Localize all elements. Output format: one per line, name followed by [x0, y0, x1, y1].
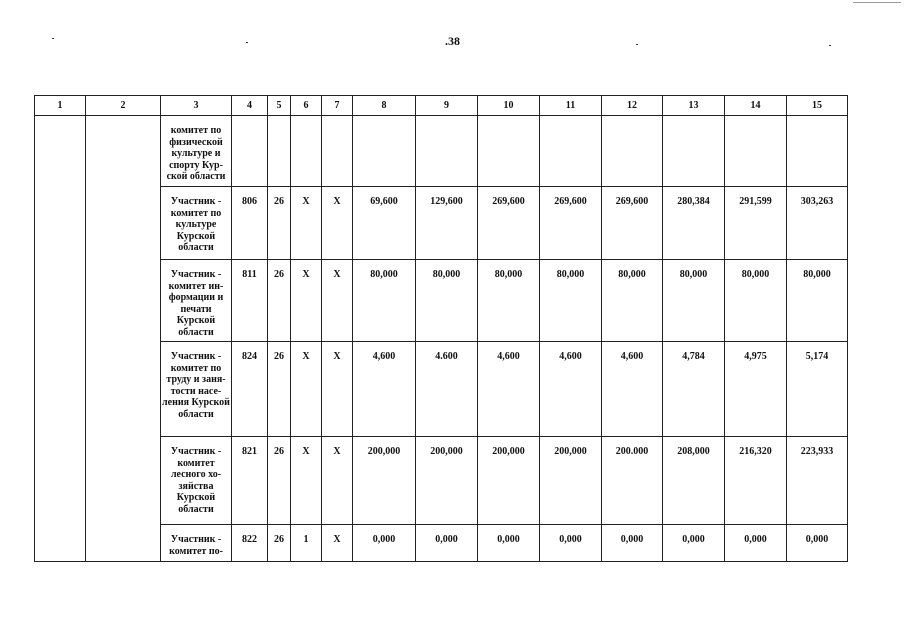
column-header: 10: [478, 96, 540, 116]
value-cell: 4,600: [540, 342, 602, 437]
code-cell: 26: [268, 260, 291, 342]
table-cell: [540, 116, 602, 187]
code-cell: 26: [268, 437, 291, 525]
value-cell: 0,000: [663, 525, 725, 562]
code-cell: X: [291, 187, 322, 260]
table-row: [35, 116, 848, 187]
value-cell: 208,000: [663, 437, 725, 525]
code-cell: 26: [268, 525, 291, 562]
column-header: 5: [268, 96, 291, 116]
value-cell: 269,600: [478, 187, 540, 260]
value-cell: 303,263: [787, 187, 848, 260]
header-row: [35, 96, 848, 116]
page-number: .38: [445, 34, 460, 48]
value-cell: 80,000: [663, 260, 725, 342]
participant-cell: комитет по физической культуре и спорту Кур-ской области: [161, 116, 232, 187]
code-cell: 822: [232, 525, 268, 562]
value-cell: 129,600: [416, 187, 478, 260]
code-cell: X: [322, 525, 353, 562]
value-cell: 80,000: [725, 260, 787, 342]
code-cell: X: [291, 260, 322, 342]
value-cell: 80,000: [478, 260, 540, 342]
participant-cell: Участник - комитет по культуре Курской области: [161, 187, 232, 260]
value-cell: 4,975: [725, 342, 787, 437]
merged-cell-col1: [35, 116, 86, 562]
value-cell: 69,600: [353, 187, 416, 260]
value-cell: 200.000: [602, 437, 663, 525]
column-header: 7: [322, 96, 353, 116]
table-cell: [291, 116, 322, 187]
value-cell: 269,600: [602, 187, 663, 260]
value-cell: 223,933: [787, 437, 848, 525]
merged-cell-col2: [86, 116, 161, 562]
value-cell: 80,000: [787, 260, 848, 342]
code-cell: 1: [291, 525, 322, 562]
column-header: 13: [663, 96, 725, 116]
code-cell: 821: [232, 437, 268, 525]
code-cell: X: [322, 260, 353, 342]
value-cell: 4,600: [478, 342, 540, 437]
value-cell: 0,000: [725, 525, 787, 562]
value-cell: 80,000: [540, 260, 602, 342]
value-cell: 216,320: [725, 437, 787, 525]
value-cell: 80,000: [353, 260, 416, 342]
column-header: 1: [35, 96, 86, 116]
value-cell: 0,000: [416, 525, 478, 562]
table-cell: [602, 116, 663, 187]
code-cell: 26: [268, 342, 291, 437]
value-cell: 269,600: [540, 187, 602, 260]
value-cell: 200,000: [416, 437, 478, 525]
value-cell: 200,000: [353, 437, 416, 525]
code-cell: 806: [232, 187, 268, 260]
column-header: 6: [291, 96, 322, 116]
code-cell: 824: [232, 342, 268, 437]
code-cell: X: [322, 342, 353, 437]
value-cell: 0,000: [540, 525, 602, 562]
table-cell: [663, 116, 725, 187]
column-header: 8: [353, 96, 416, 116]
code-cell: X: [291, 342, 322, 437]
table-cell: [232, 116, 268, 187]
table-cell: [268, 116, 291, 187]
column-header: 11: [540, 96, 602, 116]
participant-cell: Участник - комитет лесного хо-зяйства Курской области: [161, 437, 232, 525]
table-cell: [725, 116, 787, 187]
table-cell: [416, 116, 478, 187]
value-cell: 200,000: [478, 437, 540, 525]
value-cell: 4,600: [353, 342, 416, 437]
table-cell: [478, 116, 540, 187]
value-cell: 0,000: [478, 525, 540, 562]
value-cell: 80,000: [602, 260, 663, 342]
value-cell: 5,174: [787, 342, 848, 437]
budget-table: [34, 95, 848, 562]
table-cell: [322, 116, 353, 187]
value-cell: 80,000: [416, 260, 478, 342]
participant-cell: Участник - комитет по-: [161, 525, 232, 562]
column-header: 4: [232, 96, 268, 116]
value-cell: 280,384: [663, 187, 725, 260]
value-cell: 291,599: [725, 187, 787, 260]
table-cell: [353, 116, 416, 187]
scan-artifact-line: [853, 2, 901, 3]
column-header: 3: [161, 96, 232, 116]
value-cell: 0,000: [602, 525, 663, 562]
code-cell: 811: [232, 260, 268, 342]
column-header: 14: [725, 96, 787, 116]
code-cell: X: [322, 437, 353, 525]
participant-cell: Участник - комитет ин-формации и печати Курской области: [161, 260, 232, 342]
column-header: 2: [86, 96, 161, 116]
value-cell: 200,000: [540, 437, 602, 525]
code-cell: X: [322, 187, 353, 260]
code-cell: 26: [268, 187, 291, 260]
code-cell: X: [291, 437, 322, 525]
column-header: 9: [416, 96, 478, 116]
table-cell: [787, 116, 848, 187]
value-cell: 4.600: [416, 342, 478, 437]
column-header: 15: [787, 96, 848, 116]
value-cell: 4,784: [663, 342, 725, 437]
value-cell: 0,000: [787, 525, 848, 562]
participant-cell: Участник - комитет по труду и заня-тости насе-ления Курской области: [161, 342, 232, 437]
value-cell: 0,000: [353, 525, 416, 562]
column-header: 12: [602, 96, 663, 116]
value-cell: 4,600: [602, 342, 663, 437]
